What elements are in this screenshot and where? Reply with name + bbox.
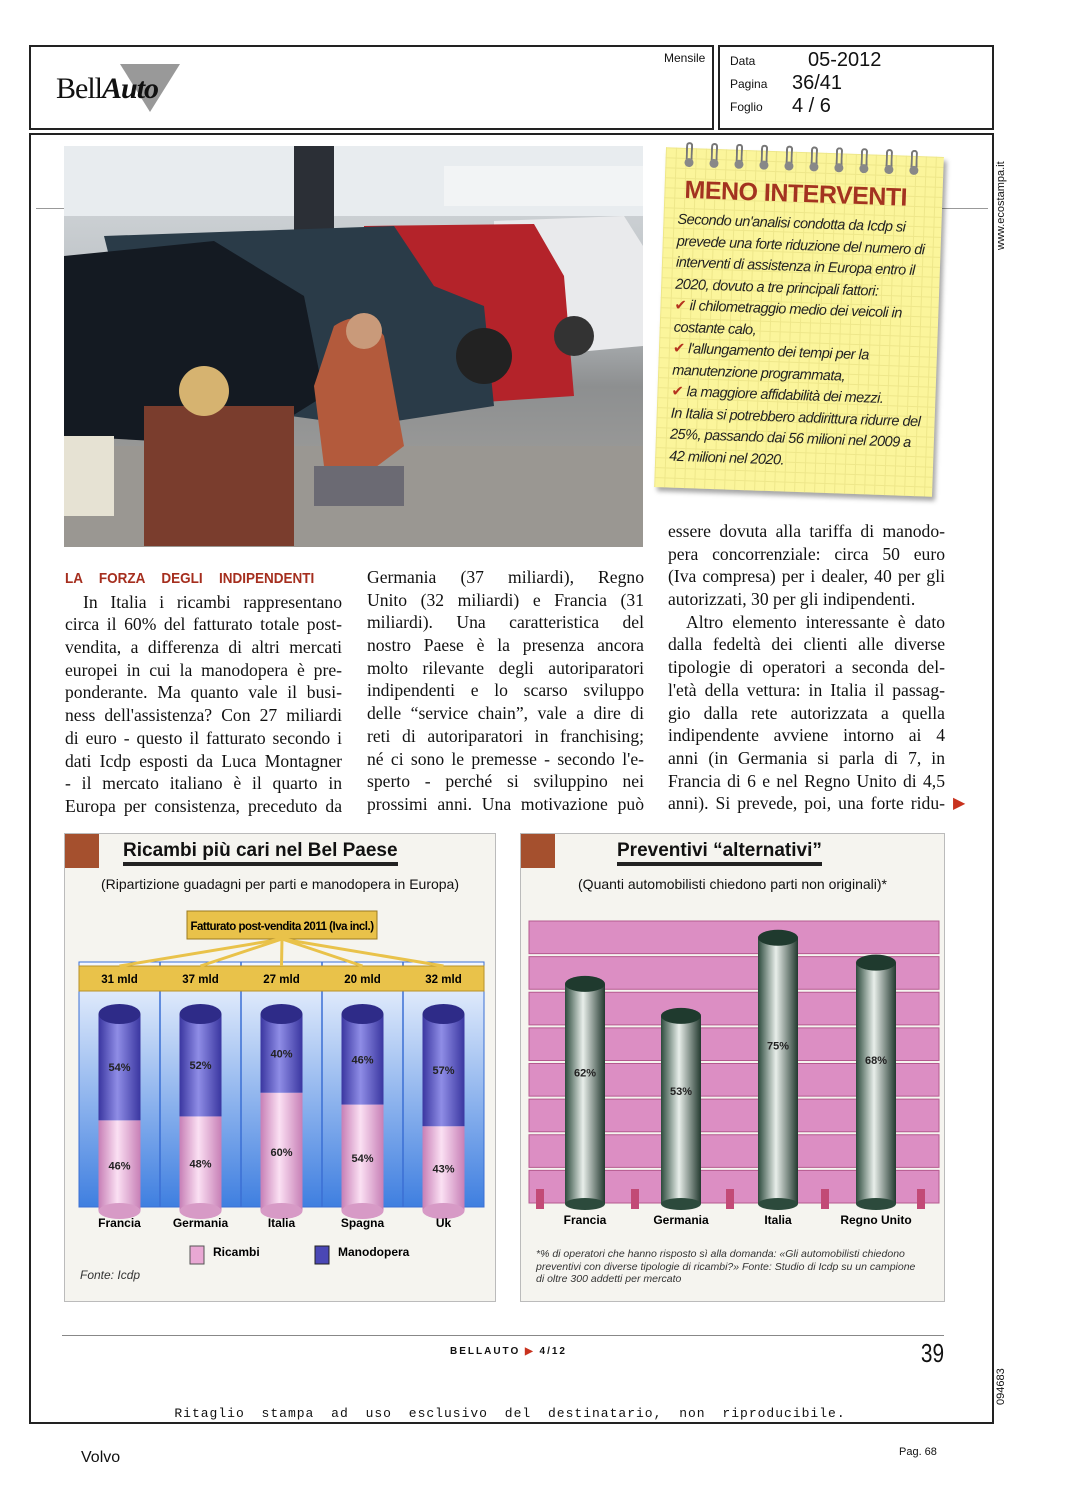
text-line: - il mercato italiano è il quarto in [65,773,342,794]
text-line: miliardi). Una caratteristica del [367,612,644,633]
spiral-ring-icon [760,145,768,165]
text-line: Europa per consistenza, preceduto da [65,795,342,816]
pagina-value: 36/41 [792,72,843,94]
code-vertical: 094683 [995,1368,1007,1405]
total-label: 37 mld [182,974,219,986]
spiral-ring-icon [885,149,893,169]
issue: 4/12 [539,1346,567,1357]
ricambi-value-label: 60% [270,1146,293,1159]
note-outro: In Italia si potrebbero addirittura ridurre del 25%, passando dai 56 milioni nel 2009 a 42 milioni nel 2020. [668,405,921,469]
section-heading: LA FORZA DEGLI INDIPENDENTI [65,570,315,587]
spiral-ring-icon [810,146,818,166]
pagina-label: Pagina [730,77,768,91]
bar-top [565,976,605,992]
legend-swatch-ricambi [190,1246,204,1264]
tick-mark [917,1189,925,1209]
chart-subtitle: (Ripartizione guadagni per parti e manodopera in Europa) [101,876,459,892]
divider [940,208,988,209]
text-line: né ci sono le premesse - secondo l'e- [367,748,644,769]
periodicity: Mensile [664,51,706,65]
grid-band [529,921,939,954]
magazine-name: BELLAUTO [450,1346,521,1357]
category-label: Uk [435,1216,452,1230]
article-column-2 [367,566,644,816]
text-line: anni). Si prevede, poi, una forte ridu- [668,793,945,814]
foglio-value: 4 / 6 [792,95,831,117]
total-label: 31 mld [101,974,138,986]
divider [36,208,66,209]
note-body [669,210,936,477]
text-line: reti di autoriparatori in franchising; [367,725,644,746]
manodopera-value-label: 57% [432,1065,455,1078]
connector-line [282,939,283,966]
text-line: Unito (32 miliardi) e Francia (31 [367,589,644,610]
text-line: tipologie di operatori a seconda del- [668,657,945,678]
text-line: gio dalla rete autorizzata a quella [668,702,945,723]
value-label: 68% [864,1054,888,1067]
ricambi-value-label: 48% [189,1158,212,1171]
chart-title: Ricambi più cari nel Bel Paese [123,840,398,866]
garage-mechanic-photo [64,146,643,547]
text-line: l'età della vettura: in Italia il passag- [668,679,945,700]
text-line: In Italia i ricambi rappresentano [83,591,342,612]
chart-plot [521,834,946,1303]
website-vertical: www.ecostampa.it [995,161,1007,250]
bar-top [342,1004,384,1024]
bar-top [261,1004,303,1024]
chart-preventivi-alternativi [520,833,945,1302]
category-label: Francia [563,1213,607,1227]
bar [661,1016,701,1204]
category-label: Germania [172,1216,229,1230]
header-box-label: Fatturato post-vendita 2011 (Iva incl.) [190,921,374,933]
spiral-ring-icon [835,147,843,167]
tick-mark [726,1189,734,1209]
tick-mark [536,1189,544,1209]
category-label: Italia [764,1213,792,1227]
spiral-ring-icon [785,145,793,165]
text-line: indipendenti e lo scarso sviluppo [367,680,644,701]
manodopera-value-label: 52% [189,1060,212,1073]
spiral-ring-icon [860,148,868,168]
category-label: Francia [98,1216,141,1230]
text-line: europei in cui la manodopera è pre- [65,659,342,680]
text-line: sperto - perché si sviluppino nei [367,771,644,792]
bellauto-logo: BellAuto [56,72,159,105]
bar-top [180,1004,222,1024]
bar-top [856,955,896,971]
legend-label: Manodopera [338,1245,410,1259]
tick-mark [631,1189,639,1209]
spiral-ring-icon [910,150,918,170]
data-label: Data [730,54,756,68]
total-label: 27 mld [263,974,300,986]
bar [758,938,798,1204]
disclaimer: Ritaglio stampa ad uso esclusivo del destinatario, non riproducibile. [174,1406,846,1421]
footer-magazine [450,1346,567,1357]
total-label: 20 mld [344,974,381,986]
note-title: MENO INTERVENTI [684,175,908,212]
bar-top [423,1004,465,1024]
spiral-ring-icon [735,144,743,164]
tick-mark [821,1189,829,1209]
text-line: essere dovuta alla tariffa di manodo- [668,521,945,541]
article-column-1 [65,568,342,818]
total-label: 32 mld [425,974,462,986]
category-label: Regno Unito [840,1213,912,1227]
check-icon: ✔ [671,383,684,400]
meno-interventi-note [654,147,944,496]
category-label: Germania [653,1213,709,1227]
value-label: 62% [573,1067,597,1080]
note-item: la maggiore affidabilità dei mezzi. [686,384,884,407]
bar-bottom [565,1198,605,1210]
ricambi-value-label: 54% [351,1152,374,1165]
footer-rule [62,1335,944,1336]
check-icon: ✔ [672,340,685,358]
text-line: autorizzati, 30 per gli indipendenti. [668,589,916,610]
bar-bottom [661,1198,701,1210]
text-line: circa il 60% del fatturato totale post- [65,614,342,635]
text-line: pera concorrenziale: circa 50 euro [668,543,945,564]
chart-source: Fonte: Icdp [80,1268,141,1282]
text-line: anni (in Germania si parla di 7, in [668,747,945,768]
manodopera-value-label: 40% [270,1048,293,1061]
chart-ricambi-piu-cari [64,833,496,1302]
text-line: dalla fedeltà dei clienti alle diverse [668,634,945,655]
text-line: Germania (37 miliardi), Regno [367,567,644,587]
ricambi-value-label: 46% [108,1160,131,1173]
category-label: Italia [267,1216,296,1230]
ricambi-value-label: 43% [432,1163,455,1176]
page-number: 39 [920,1338,945,1368]
text-line: dati Icdp esposti da Luca Montagner [65,750,342,771]
text-line: Francia di 6 e nel Regno Unito di 4,5 [668,770,945,791]
text-line: delle “service chain”, vale a dire di [367,703,644,724]
chart-footnote: *% di operatori che hanno risposto sì alla domanda: «Gli automobilisti chiedono preventivi con diverse tipologie di ricambi?» Fonte: Studio di Icdp su un campione di oltre 300 addetti per mercato [536,1248,916,1285]
spiral-ring-icon [711,143,719,163]
note-intro: Secondo un'analisi condotta da Icdp si prevede una forte riduzione del numero di interventi di assistenza in Europa entro il 2020, dovuto a tre principali fattori: [674,211,925,300]
arrow-icon: ▶ [525,1346,535,1357]
category-label: Spagna [340,1216,385,1230]
data-value: 05-2012 [808,49,882,71]
check-icon: ✔ [674,297,687,315]
foglio-label: Foglio [730,100,763,114]
value-label: 53% [669,1085,693,1098]
text-line: ponderante. Ma quanto vale il busi- [65,682,342,703]
chart-title: Preventivi “alternativi” [617,840,822,866]
bar-bottom [758,1198,798,1210]
note-item: il chilometraggio medio dei veicoli in costante calo, [673,298,903,339]
client-name: Volvo [81,1449,121,1466]
text-line: ness dell'assistenza? Con 27 miliardi [65,705,342,726]
text-line: nostro Paese è la presenza ancora [367,635,644,656]
bar-top [99,1004,141,1024]
text-line: indipendente avviene intorno ai 4 [668,725,945,746]
continue-arrow-icon: ▶ [953,795,966,812]
text-line: (Iva compresa) per i dealer, 40 per gli [668,566,945,587]
bar [856,963,896,1204]
manodopera-value-label: 54% [108,1062,131,1075]
clipping-page: Pag. 68 [899,1446,937,1458]
manodopera-value-label: 46% [351,1054,374,1067]
bar-top [661,1008,701,1024]
chart-plot [65,834,497,1303]
bar-top [758,930,798,946]
legend-swatch-manodopera [315,1246,329,1264]
bar [565,984,605,1204]
text-line: molto rilevante degli autoriparatori [367,657,644,678]
note-item: l'allungamento dei tempi per la manutenzione programmata, [671,341,870,385]
text-line: prossimi anni. Una motivazione può [367,793,644,814]
text-line: vendita, a differenza di altri mercati [65,637,342,658]
text-line: Altro elemento interessante è dato [686,611,945,632]
article-column-3 [668,520,945,815]
text-line: di euro - questo il fatturato secondo i [65,727,342,748]
bar-bottom [856,1198,896,1210]
value-label: 75% [766,1040,790,1053]
chart-subtitle: (Quanti automobilisti chiedono parti non originali)* [578,876,887,892]
legend-label: Ricambi [213,1245,260,1259]
spiral-ring-icon [686,142,694,162]
